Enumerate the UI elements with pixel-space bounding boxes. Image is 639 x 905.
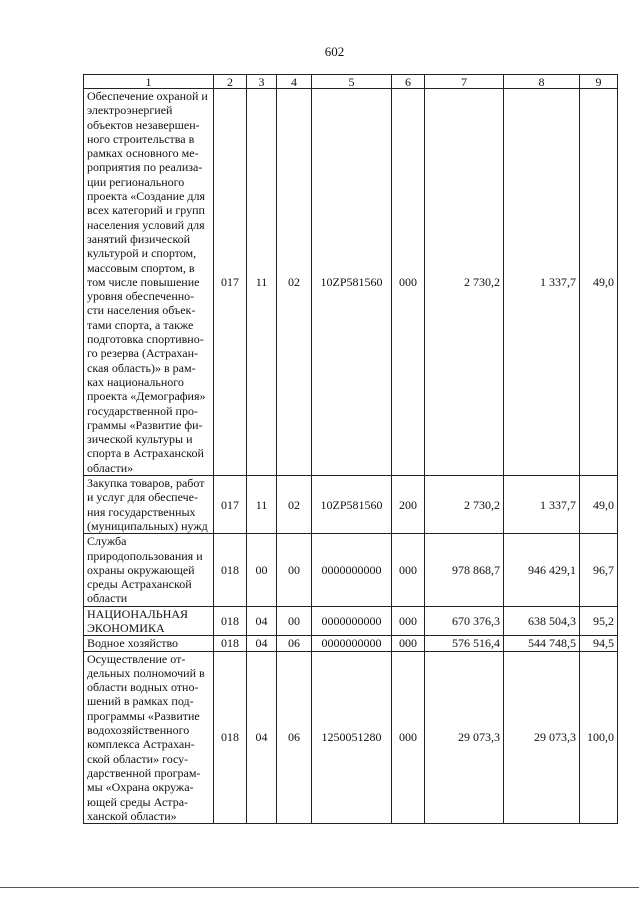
cell-expense-type: 000 [392,636,425,651]
cell-subsection: 06 [277,651,312,824]
cell-admin-code: 018 [214,534,247,606]
cell-section: 04 [247,636,277,651]
row-name: НАЦИОНАЛЬНАЯ ЭКОНОМИКА [84,606,214,636]
table-row [84,636,618,651]
cell-admin-code: 017 [214,476,247,534]
cell-target-item: 10ZP581560 [312,476,392,534]
cell-admin-code: 018 [214,636,247,651]
cell-section: 00 [247,534,277,606]
cell-expense-type: 000 [392,534,425,606]
cell-subsection: 00 [277,606,312,636]
cell-admin-code: 018 [214,651,247,824]
budget-table [83,74,618,824]
cell-subsection: 02 [277,476,312,534]
cell-percent: 49,0 [580,89,618,476]
table-row [84,651,618,824]
row-name: Водное хозяйство [84,636,214,651]
page-number: 602 [324,44,345,59]
column-number: 1 [84,75,214,89]
cell-amount-planned: 576 516,4 [425,636,504,651]
table-row [84,89,618,476]
cell-percent: 96,7 [580,534,618,606]
cell-section: 11 [247,476,277,534]
cell-expense-type: 200 [392,476,425,534]
table-row [84,606,618,636]
column-number: 3 [247,75,277,89]
column-number: 9 [580,75,618,89]
cell-amount-planned: 978 868,7 [425,534,504,606]
row-name: Служба природопользования и охраны окружающей среды Астраханской области [84,534,214,606]
cell-amount-actual: 946 429,1 [504,534,580,606]
cell-percent: 100,0 [580,651,618,824]
column-number: 2 [214,75,247,89]
row-name: Закупка товаров, работ и услуг для обеспече-ния государственных (муниципальных) нужд [84,476,214,534]
cell-subsection: 02 [277,89,312,476]
column-number: 4 [277,75,312,89]
column-number: 5 [312,75,392,89]
cell-percent: 94,5 [580,636,618,651]
column-number: 6 [392,75,425,89]
cell-subsection: 00 [277,534,312,606]
cell-admin-code: 018 [214,606,247,636]
cell-target-item: 0000000000 [312,636,392,651]
cell-amount-actual: 29 073,3 [504,651,580,824]
cell-amount-planned: 29 073,3 [425,651,504,824]
cell-subsection: 06 [277,636,312,651]
page-bottom-rule [0,887,639,888]
column-number: 7 [425,75,504,89]
cell-amount-planned: 2 730,2 [425,476,504,534]
cell-expense-type: 000 [392,89,425,476]
cell-admin-code: 017 [214,89,247,476]
cell-amount-planned: 2 730,2 [425,89,504,476]
cell-target-item: 0000000000 [312,606,392,636]
cell-amount-actual: 544 748,5 [504,636,580,651]
cell-section: 04 [247,606,277,636]
cell-expense-type: 000 [392,606,425,636]
cell-amount-actual: 638 504,3 [504,606,580,636]
cell-amount-planned: 670 376,3 [425,606,504,636]
cell-expense-type: 000 [392,651,425,824]
table-row [84,534,618,606]
row-name: Обеспечение охраной и электроэнергией объектов незавершен-ного строительства в рамках основного ме-роприятия по реализа-ции регионального проекта «Создание для всех категорий и групп населения условий для занятий физической культурой и спортом, массовым спортом, в том числе повышение уровня обеспеченно-сти населения объек-тами спорта, а также подготовка спортивно-го резерва (Астрахан-ская область)» в рам-ках национального проекта «Демография» государственной про-граммы «Развитие фи-зической культуры и спорта в Астраханской области» [84,89,214,476]
cell-percent: 49,0 [580,476,618,534]
table-row [84,476,618,534]
cell-target-item: 10ZP581560 [312,89,392,476]
cell-target-item: 0000000000 [312,534,392,606]
row-name: Осуществление от-дельных полномочий в области водных отно-шений в рамках под-программы «Развитие водохозяйственного комплекса Астрахан-ской области» госу-дарственной програм-мы «Охрана окружа-ющей среды Астра-ханской области» [84,651,214,824]
column-number: 8 [504,75,580,89]
cell-amount-actual: 1 337,7 [504,476,580,534]
cell-section: 04 [247,651,277,824]
cell-target-item: 1250051280 [312,651,392,824]
column-number-row [84,75,618,89]
cell-section: 11 [247,89,277,476]
cell-amount-actual: 1 337,7 [504,89,580,476]
cell-percent: 95,2 [580,606,618,636]
